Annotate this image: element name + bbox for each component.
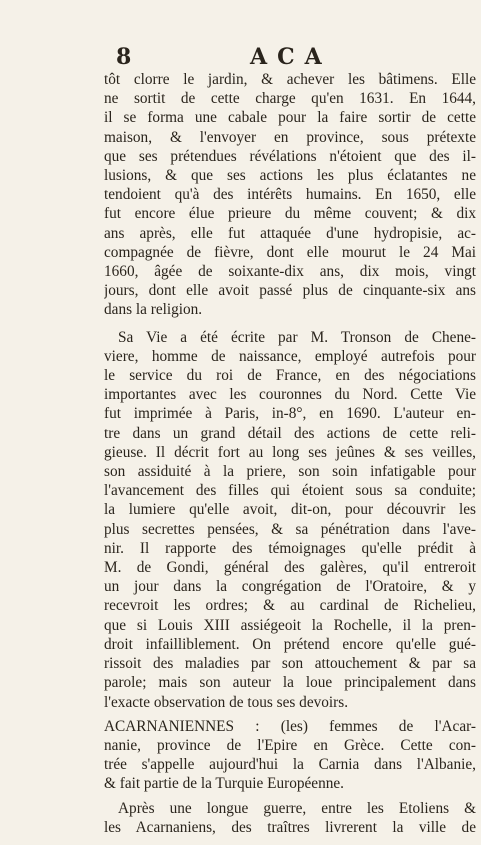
text-line: & fait partie de la Turquie Européenne. xyxy=(104,775,345,793)
text-line: viere, homme de naissance, employé autrefois pour xyxy=(104,347,476,365)
running-head: ACA xyxy=(250,44,332,70)
entry-acarnaniennes xyxy=(104,717,476,794)
text-line: il se forma une cabale pour la faire sortir de cette xyxy=(104,109,476,127)
text-line: 1660, âgée de soixante-dix ans, dix mois, vingt xyxy=(104,263,476,281)
page-number: 8 xyxy=(116,44,132,70)
text-line: jours, dont elle avoit passé plus de cinquante-six ans xyxy=(104,282,476,300)
text-line: un jour dans la congrégation de l'Oratoire, & y xyxy=(104,578,476,596)
text-line: importantes avec les couronnes du Nord. Cette Vie xyxy=(104,386,476,404)
text-line: l'avancement des filles qui étoient sous sa conduite; xyxy=(104,482,476,500)
text-line: tendoient qu'à des intérêts humains. En 1650, elle xyxy=(104,186,476,204)
text-line: M. de Gondi, général des galères, qu'il entreroit xyxy=(104,559,476,577)
text-line: droit infailliblement. On prétend encore qu'elle gué- xyxy=(104,635,476,653)
text-line: le service du roi de France, en des négociations xyxy=(104,367,476,385)
paragraph-biography xyxy=(104,328,476,712)
paragraph-war xyxy=(104,799,476,837)
text-line: que si Louis XIII assiégeoit la Rochelle, il la pren- xyxy=(104,616,476,634)
text-line: son assiduité à la priere, son soin infatigable pour xyxy=(104,463,476,481)
text-line: plus secrettes pensées, & sa pénétration dans l'ave- xyxy=(104,520,476,538)
text-line: ne sortit de cette charge qu'en 1631. En 1644, xyxy=(104,90,476,108)
body-text xyxy=(104,70,476,845)
text-line: ans après, elle fut attaquée d'une hydropisie, ac- xyxy=(104,224,476,242)
text-line: compagnée de fièvre, dont elle mourut le 24 Mai xyxy=(104,243,476,261)
text-line: l'exacte observation de tous ses devoirs. xyxy=(104,693,349,711)
text-line: dans la religion. xyxy=(104,301,203,319)
text-line: Après une longue guerre, entre les Etoliens & xyxy=(118,799,476,817)
text-line: parole; mais son auteur la loue principalement dans xyxy=(104,674,476,692)
text-line: nir. Il rapporte des témoignages qu'elle prédit à xyxy=(104,539,476,557)
page-header xyxy=(0,44,481,70)
text-line: rissoit des maladies par son attouchement & par sa xyxy=(104,655,476,673)
entry-heading-line: ACARNANIENNES : (les) femmes de l'Acar- xyxy=(104,717,476,735)
text-line: lusions, & que ses actions les plus éclatantes ne xyxy=(104,167,476,185)
text-line: trée s'appelle aujourd'hui la Carnia dans l'Albanie, xyxy=(104,756,476,774)
text-line: gieuse. Il décrit fort au long ses jeûnes & ses veilles, xyxy=(104,443,476,461)
text-line: maison, & l'envoyer en province, sous prétexte xyxy=(104,128,476,146)
text-line: Sa Vie a été écrite par M. Tronson de Chene- xyxy=(118,328,476,346)
text-line: tre dans un grand détail des actions de cette reli- xyxy=(104,424,476,442)
text-line: fut encore élue prieure du même couvent; & dix xyxy=(104,205,476,223)
paragraph-continuation xyxy=(104,70,476,320)
text-line: la lumiere qu'elle avoit, dit-on, pour découvrir les xyxy=(104,501,476,519)
text-line: nanie, province de l'Epire en Grèce. Cette con- xyxy=(104,736,476,754)
text-line: fut imprimée à Paris, in-8°, en 1690. L'auteur en- xyxy=(104,405,476,423)
text-line: que ses prétendues révélations n'étoient que des il- xyxy=(104,147,476,165)
text-line: les Acarnaniens, des traîtres livrerent la ville de xyxy=(104,818,476,836)
text-line: recevroit les ordres; & au cardinal de Richelieu, xyxy=(104,597,476,615)
text-line: tôt clorre le jardin, & achever les bâtimens. Elle xyxy=(104,71,476,88)
